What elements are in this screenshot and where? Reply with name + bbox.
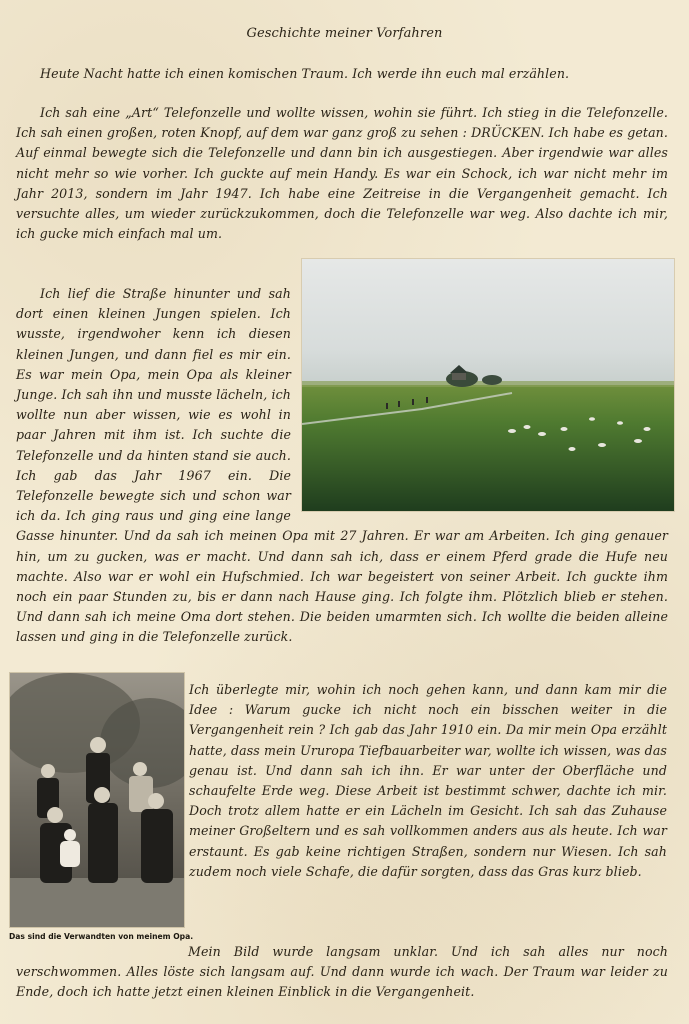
story-paragraph-3: Ich überlegte mir, wohin ich noch gehen kann, und dann kam mir die Idee : Warum gucke ich nicht noch ein bisschen weiter in die Vergangenheit rein ? Ich gab das Jahr 1910 ein. Da mir mein Opa erzählt hatte, dass mein Ururopa Tiefbauarbeiter war, wollte ich wissen, was das genau ist. Und dann sah ich ihn. Er war unter der Oberfläche und schaufelte Erde weg. Diese Arbeit ist bestimmt schwer, dachte ich mir. Doch trotz allem hatte er ein Lächeln im Gesicht. Ich sah das Zuhause meiner Großeltern und es sah vollkommen anders aus als heute. Ich war erstaunt. Es gab keine richtigen Straßen, sondern nur Wiesen. Ich sah zudem noch viele Schafe, die dafür sorgten, dass das Gras kurz blieb. [189, 682, 667, 879]
photo-caption: Das sind die Verwandten von meinem Opa. [9, 932, 194, 941]
story-paragraph-1: Ich sah eine „Art“ Telefonzelle und wollte wissen, wohin sie führt. Ich stieg in die Telefonzelle. Ich sah einen großen, roten Knopf, auf dem war ganz groß zu sehen : DRÜCKEN. Ich habe es getan. Auf einmal bewegte sich die Telefonzelle und dann bin ich ausgestiegen. Aber irgendwie war alles nicht mehr so wie vorher. Ich guckte auf mein Handy. Es war ein Schock, ich war nicht mehr im Jahr 2013, sondern im Jahr 1947. Ich habe eine Zeitreise in die Vergangenheit gemacht. Ich versuchte alles, um wieder zurückzukommen, doch die Telefonzelle war weg. Also dachte ich mir, ich gucke mich einfach mal um. [16, 105, 668, 242]
intro-paragraph: Heute Nacht hatte ich einen komischen Traum. Ich werde ihn euch mal erzählen. [40, 66, 570, 81]
family-portrait-photo [9, 672, 185, 928]
story-paragraph-4: Mein Bild wurde langsam unklar. Und ich sah alles nur noch verschwommen. Alles löste sich langsam auf. Und dann wurde ich wach. Der Traum war leider zu Ende, doch ich hatte jetzt einen kleinen Einblick in die Vergangenheit. [16, 944, 668, 1000]
story-paragraph-2: Ich lief die Straße hinunter und sah dort einen kleinen Jungen spielen. Ich wusste, irgendwoher kenn ich diesen kleinen Jungen, und dann fiel es mir ein. Es war mein Opa, mein Opa als kleiner Junge. Ich sah ihn und musste lächeln, ich wollte nun aber wissen, wie es wohl in paar Jahren mit ihm ist. Ich suchte die Telefonzelle und da hinten stand sie auch. Ich gab das Jahr 1967 ein. Die Telefonzelle bewegte sich und schon war ich da. Ich ging raus und ging eine lange Gasse hinunter. Und da sah ich meinen Opa mit 27 Jahren. Er war am Arbeiten. Ich ging genauer hin, um zu gucken, was er macht. Und dann sah ich, dass er einem Pferd grade die Hufe neu machte. Also war er wohl ein Hufschmied. Ich war begeistert von seiner Arbeit. Ich guckte ihm noch ein paar Stunden zu, bis er dann nach Hause ging. Ich folgte ihm. Plötzlich blieb er stehen. Und dann sah ich meine Oma dort stehen. Die beiden umarmten sich. Ich wollte die beiden alleine lassen und ging in die Telefonzelle zurück. [16, 286, 668, 645]
page-title: Geschichte meiner Vorfahren [246, 26, 443, 41]
story-block-2 [16, 284, 668, 648]
family-photo-figure [9, 672, 194, 942]
hallig-landscape-photo [301, 258, 675, 512]
